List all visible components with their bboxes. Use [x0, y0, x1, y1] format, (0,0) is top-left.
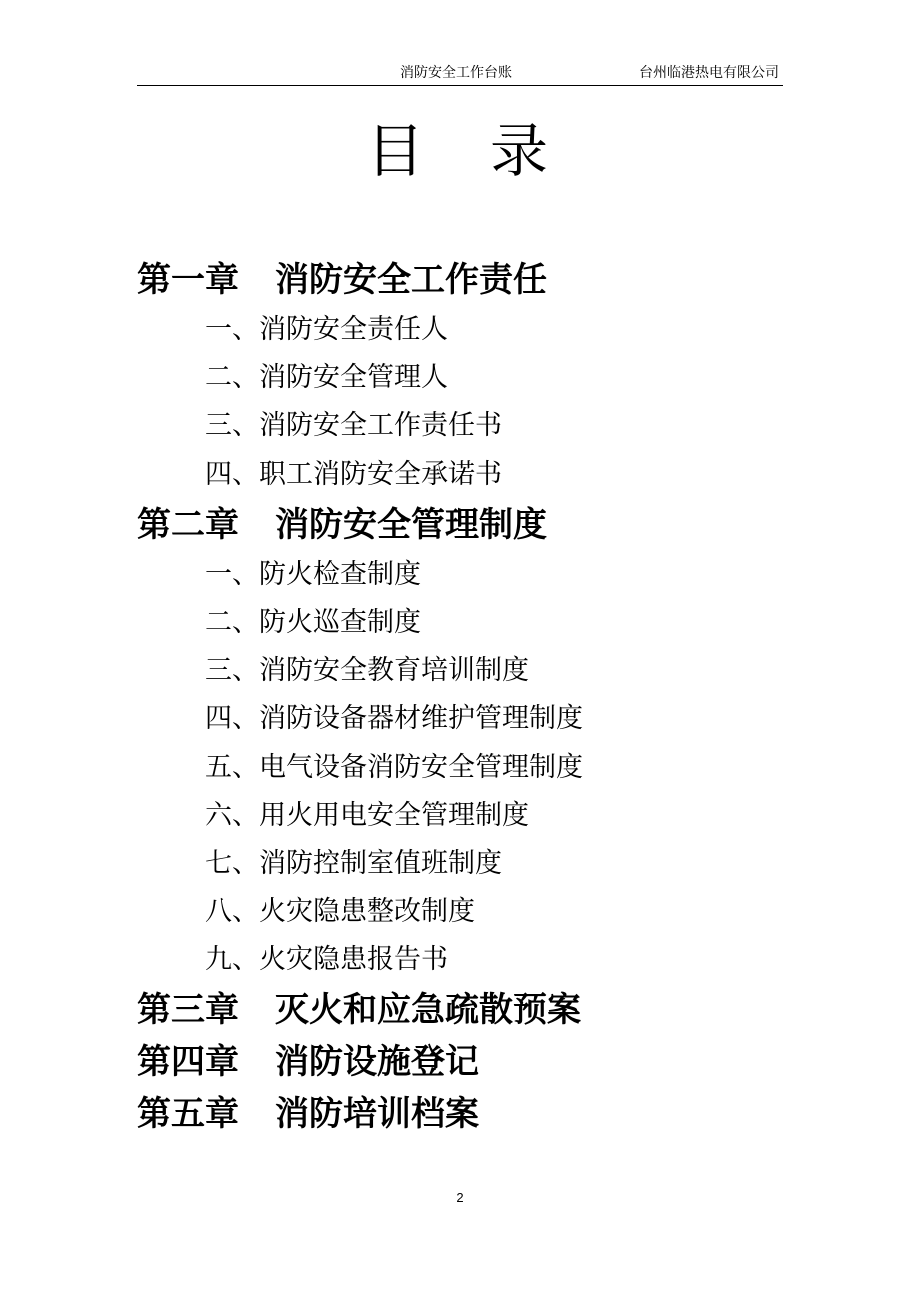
toc-section: 一、消防安全责任人	[205, 314, 448, 345]
chapter-number: 第五章	[137, 1094, 239, 1135]
table-of-contents	[137, 254, 837, 1140]
page-title-char-1: 目	[366, 117, 430, 185]
toc-chapter-3	[137, 984, 837, 1036]
toc-section: 九、火灾隐患报告书	[205, 944, 448, 976]
page-title	[0, 116, 920, 186]
toc-section: 五、电气设备消防安全管理制度	[205, 751, 583, 783]
toc-section: 六、用火用电安全管理制度	[205, 799, 529, 831]
toc-chapter-2	[137, 499, 837, 551]
toc-section: 一、防火检查制度	[205, 558, 421, 590]
toc-section: 四、职工消防安全承诺书	[205, 458, 502, 490]
chapter-title: 消防安全管理制度	[275, 504, 547, 545]
header-company-name: 台州临港热电有限公司	[639, 65, 779, 81]
toc-chapter-5	[137, 1088, 837, 1140]
chapter-title: 消防培训档案	[275, 1094, 479, 1135]
page-title-char-2: 录	[490, 117, 554, 185]
chapter-number: 第三章	[137, 990, 239, 1031]
chapter-title: 消防设施登记	[275, 1042, 479, 1083]
toc-section: 三、消防安全教育培训制度	[205, 655, 529, 687]
header-doc-title: 消防安全工作台账	[400, 65, 512, 81]
toc-chapter-4	[137, 1036, 837, 1088]
toc-section: 二、消防安全管理人	[205, 362, 448, 394]
toc-section: 七、消防控制室值班制度	[205, 847, 502, 879]
chapter-title: 灭火和应急疏散预案	[275, 990, 581, 1031]
toc-section: 八、火灾隐患整改制度	[205, 896, 475, 928]
toc-section: 三、消防安全工作责任书	[205, 410, 502, 442]
toc-section: 四、消防设备器材维护管理制度	[205, 703, 583, 735]
chapter-title: 消防安全工作责任	[275, 260, 547, 300]
toc-chapter-1	[137, 254, 837, 306]
chapter-number: 第一章	[137, 260, 239, 300]
toc-section: 二、防火巡查制度	[205, 606, 421, 638]
page-number: 2	[456, 1190, 464, 1205]
page-header	[137, 63, 783, 86]
chapter-number: 第二章	[137, 504, 239, 545]
chapter-number: 第四章	[137, 1042, 239, 1083]
